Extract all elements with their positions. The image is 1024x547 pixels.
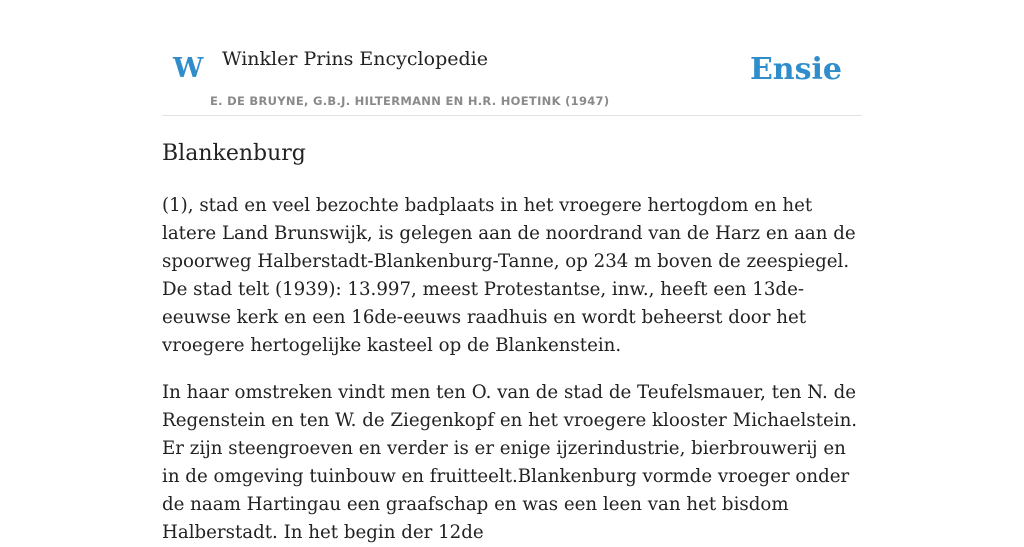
- entry-content: [162, 138, 862, 547]
- encyclopedia-title-link[interactable]: Winkler Prins Encyclopedie: [222, 48, 488, 70]
- entry-paragraph-1: (1), stad en veel bezochte badplaats in het vroegere hertogdom en het latere Land Brunswijk, is gelegen aan de noordrand van de Harz en aan de spoorweg Halberstadt-Blankenburg-Tanne, op 234 m boven de zeespiegel. De stad telt (1939): 13.997, meest Protestantse, inw., heeft een 13de-eeuwse kerk en een 16de-eeuws raadhuis en wordt beheerst door het vroegere hertogelijke kasteel op de Blankenstein.: [162, 195, 856, 356]
- ensie-brand-link[interactable]: Ensie: [749, 52, 842, 87]
- entry-title: Blankenburg: [162, 141, 306, 166]
- encyclopedia-header: [162, 0, 862, 116]
- winkler-prins-logo[interactable]: W: [173, 53, 204, 84]
- entry-paragraph-2: In haar omstreken vindt men ten O. van de stad de Teufelsmauer, ten N. de Regenstein en ten W. de Ziegenkopf en het vroegere klooster Michaelstein. Er zijn steengroeven en verder is er enige ijzerindustrie, bierbrouwerij en in de omgeving tuinbouw en fruitteelt.Blankenburg vormde vroeger onder de naam Hartingau een graafschap en was een leen van het bisdom Halberstadt. In het begin der 12de: [162, 382, 858, 543]
- encyclopedia-authors: E. DE BRUYNE, G.B.J. HILTERMANN EN H.R. HOETINK (1947): [210, 94, 610, 108]
